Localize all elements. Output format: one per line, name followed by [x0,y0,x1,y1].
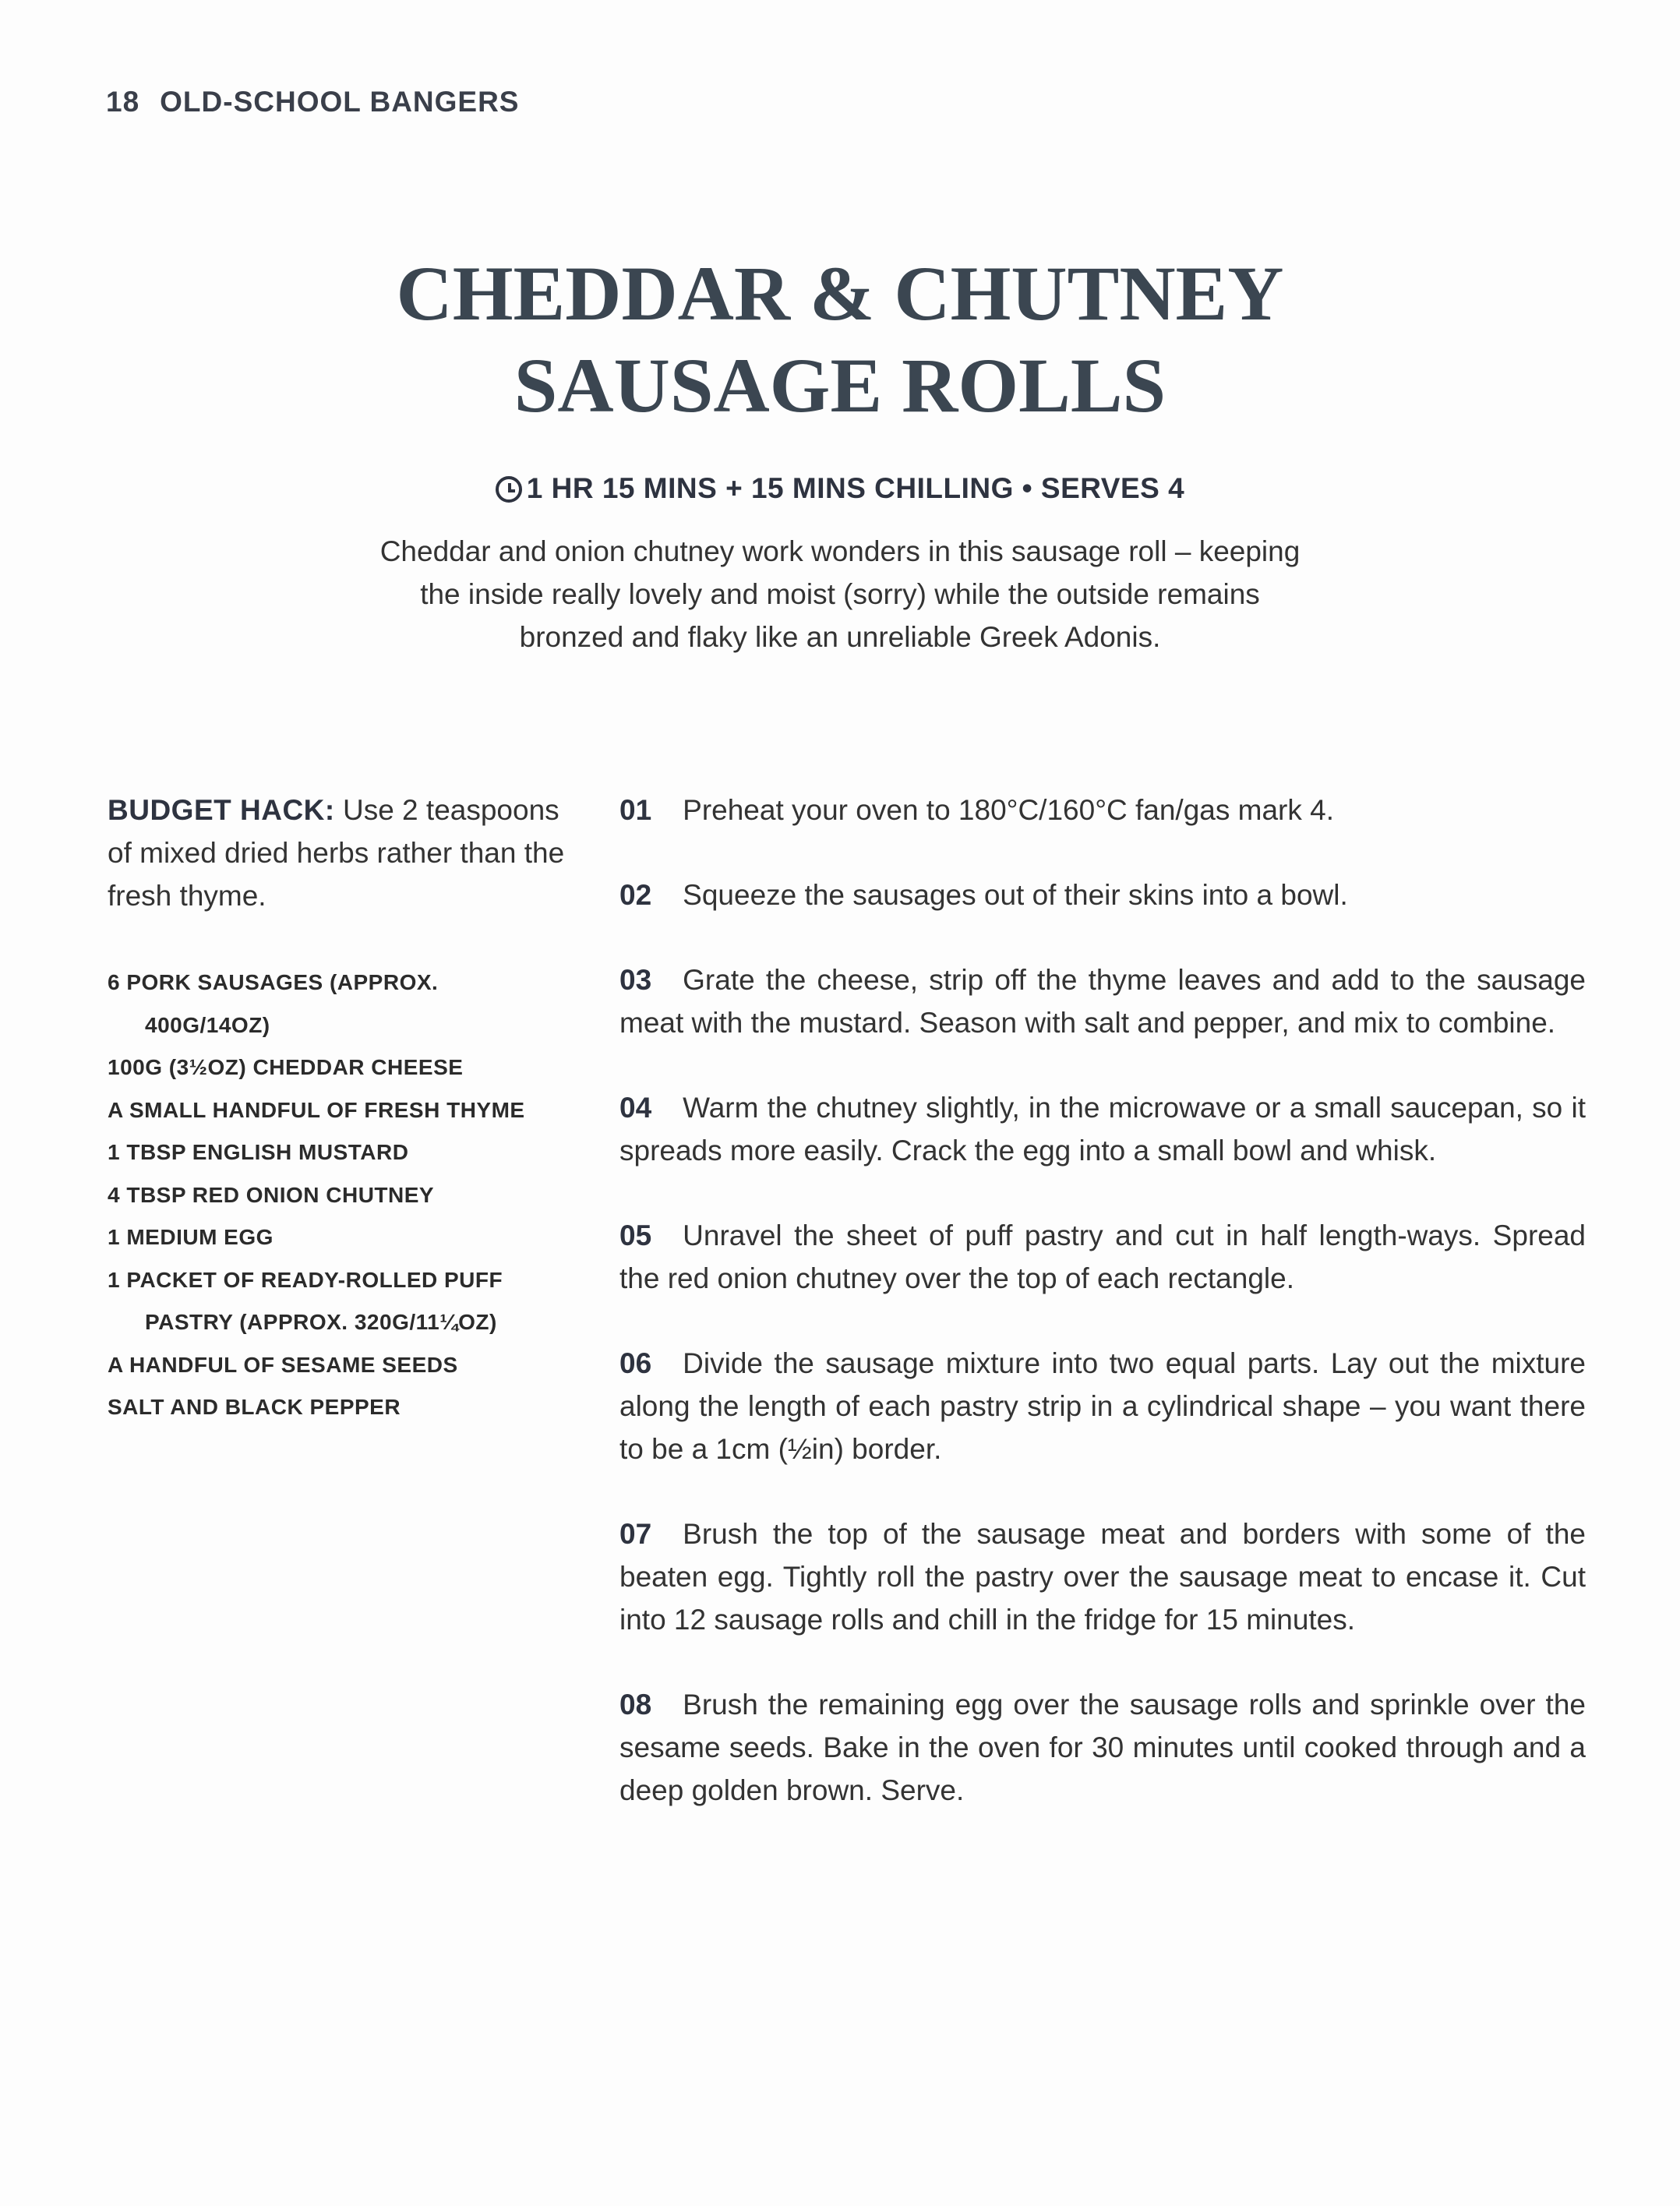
ingredient-text: SALT AND BLACK PEPPER [108,1395,401,1419]
page-number: 18 [106,86,140,118]
method-step [619,958,1586,1044]
chapter-title: OLD-SCHOOL BANGERS [160,86,520,118]
method-step [619,874,1586,916]
ingredient-text: 1 TBSP ENGLISH MUSTARD [108,1140,409,1164]
running-head [106,86,520,118]
step-number: 05 [619,1219,652,1251]
ingredient-item [108,1131,606,1174]
method-step [619,1512,1586,1641]
method-step [619,1342,1586,1470]
budget-hack [108,789,575,917]
budget-hack-label: BUDGET HACK: [108,794,335,826]
step-text: Grate the cheese, strip off the thyme leaves and add to the sausage meat with the mustard. Season with salt and pepper, and mix to combine. [619,964,1586,1039]
clock-icon [496,476,522,503]
recipe-title [0,248,1680,432]
ingredient-text: 6 PORK SAUSAGES (APPROX. [108,970,439,994]
ingredient-text: 1 MEDIUM EGG [108,1225,274,1249]
step-number: 01 [619,794,652,826]
step-number: 03 [619,964,652,996]
method-step [619,789,1586,831]
budget-hack-text: Use 2 teaspoons of mixed dried herbs rather than the fresh thyme. [108,794,565,912]
intro-line: bronzed and flaky like an unreliable Greek Adonis. [519,621,1161,653]
ingredient-text: A SMALL HANDFUL OF FRESH THYME [108,1097,525,1122]
step-number: 06 [619,1347,652,1379]
intro-line: Cheddar and onion chutney work wonders in this sausage roll – keeping [379,535,1301,567]
ingredient-item [108,1047,606,1089]
method-step [619,1086,1586,1172]
recipe-meta-text: 1 HR 15 MINS + 15 MINS CHILLING • SERVES 4 [526,472,1185,504]
method-step [619,1683,1586,1812]
recipe-meta [0,472,1680,505]
step-text: Preheat your oven to 180°C/160°C fan/gas mark 4. [683,794,1334,826]
ingredient-item [108,1386,606,1429]
step-number: 04 [619,1092,652,1124]
ingredient-text: 1 PACKET OF READY-ROLLED PUFF [108,1267,503,1292]
ingredient-text: 100G (3½OZ) CHEDDAR CHEESE [108,1055,464,1079]
recipe-title-block [0,248,1680,505]
ingredients-list [108,962,606,1429]
ingredient-item [108,1259,606,1344]
recipe-title-line-2: SAUSAGE ROLLS [514,342,1166,429]
step-text: Warm the chutney slightly, in the microwave or a small saucepan, so it spreads more easily. Crack the egg into a small bowl and whisk. [619,1092,1586,1167]
method-step [619,1214,1586,1300]
ingredient-text: 4 TBSP RED ONION CHUTNEY [108,1182,435,1207]
ingredient-item [108,1089,606,1132]
ingredient-item [108,1344,606,1387]
ingredient-item [108,1216,606,1259]
ingredient-item [108,1174,606,1217]
ingredient-text-continued: 400G/14OZ) [145,1012,270,1037]
step-number: 08 [619,1689,652,1721]
step-text: Unravel the sheet of puff pastry and cut in half length-ways. Spread the red onion chutney over the top of each rectangle. [619,1219,1586,1294]
intro-line: the inside really lovely and moist (sorry) while the outside remains [420,578,1260,610]
recipe-intro [312,530,1368,658]
ingredient-item [108,962,606,1047]
step-text: Brush the top of the sausage meat and borders with some of the beaten egg. Tightly roll the pastry over the sausage meat to encase it. Cut into 12 sausage rolls and chill in the fridge for 15 minutes. [619,1518,1586,1636]
sidebar [108,789,575,1419]
step-text: Brush the remaining egg over the sausage rolls and sprinkle over the sesame seeds. Bake in the oven for 30 minutes until cooked through and a deep golden brown. Serve. [619,1689,1586,1806]
step-number: 02 [619,879,652,911]
ingredient-text-continued: PASTRY (APPROX. 320G/11¼OZ) [145,1310,497,1334]
step-text: Squeeze the sausages out of their skins into a bowl. [683,879,1348,911]
step-number: 07 [619,1518,652,1550]
step-text: Divide the sausage mixture into two equal parts. Lay out the mixture along the length of each pastry strip in a cylindrical shape – you want there to be a 1cm (½in) border. [619,1347,1586,1465]
recipe-title-line-1: CHEDDAR & CHUTNEY [396,250,1284,337]
ingredient-text: A HANDFUL OF SESAME SEEDS [108,1352,458,1377]
method-steps [619,789,1586,1854]
